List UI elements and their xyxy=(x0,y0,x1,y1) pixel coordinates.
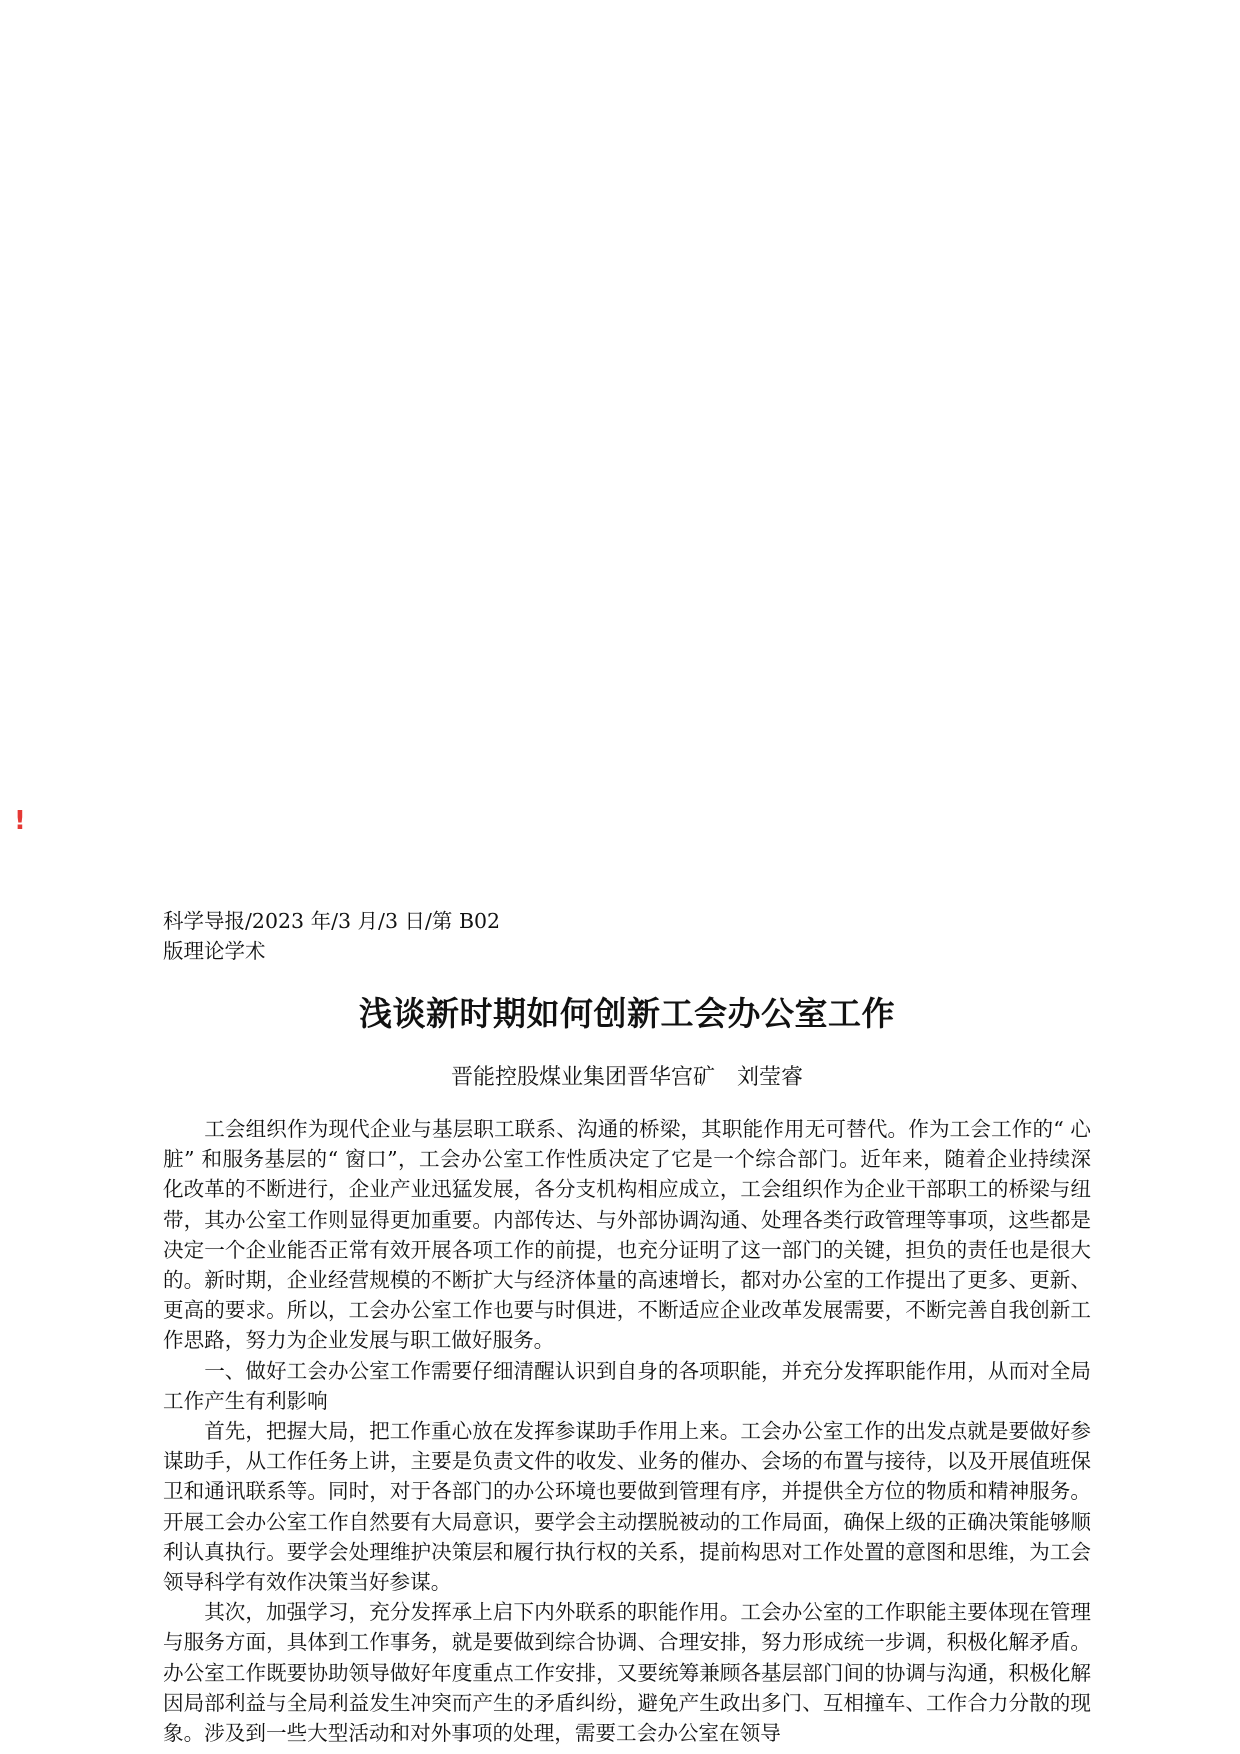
publication-source: 科学导报/2023 年/3 月/3 日/第 B02 版理论学术 xyxy=(163,909,501,963)
article xyxy=(163,906,1091,1748)
paragraph-second: 其次，加强学习，充分发挥承上启下内外联系的职能作用。工会办公室的工作职能主要体现在管理与服务方面，具体到工作事务，就是要做到综合协调、合理安排，努力形成统一步调，积极化解矛盾。办公室工作既要协助领导做好年度重点工作安排，又要统筹兼顾各基层部门间的协调与沟通，积极化解因局部利益与全局利益发生冲突而产生的矛盾纠纷，避免产生政出多门、互相撞车、工作合力分散的现象。涉及到一些大型活动和对外事项的处理，需要工会办公室在领导 xyxy=(163,1600,1091,1746)
author-organization: 晋能控股煤业集团晋华宫矿 xyxy=(450,1065,715,1090)
paragraph-first: 首先，把握大局，把工作重心放在发挥参谋助手作用上来。工会办公室工作的出发点就是要做好参谋助手，从工作任务上讲，主要是负责文件的收发、业务的催办、会场的布置与接待，以及开展值班保卫和通讯联系等。同时，对于各部门的办公环境也要做到管理有序，并提供全方位的物质和精神服务。开展工会办公室工作自然要有大局意识，要学会主动摆脱被动的工作局面，确保上级的正确决策能够顺利认真执行。要学会处理维护决策层和履行执行权的关系，提前构思对工作处置的意图和思维，为工会领导科学有效作决策当好参谋。 xyxy=(163,1419,1091,1595)
author-line xyxy=(163,1062,1091,1094)
error-marker-icon: ! xyxy=(14,806,26,836)
section-heading: 一、做好工会办公室工作需要仔细清醒认识到自身的各项职能，并充分发挥职能作用，从而对全局工作产生有利影响 xyxy=(163,1358,1091,1413)
author-name: 刘莹睿 xyxy=(737,1065,804,1090)
article-body xyxy=(163,1114,1091,1748)
paragraph-intro: 工会组织作为现代企业与基层职工联系、沟通的桥梁，其职能作用无可替代。作为工会工作的“ 心脏” 和服务基层的“ 窗口”，工会办公室工作性质决定了它是一个综合部门。近年来，随着企业持续深化改革的不断进行，企业产业迅猛发展，各分支机构相应成立，工会组织作为企业干部职工的桥梁与纽带，其办公室工作则显得更加重要。内部传达、与外部协调沟通、处理各类行政管理等事项，这些都是决定一个企业能否正常有效开展各项工作的前提，也充分证明了这一部门的关键，担负的责任也是很大的。新时期，企业经营规模的不断扩大与经济体量的高速增长，都对办公室的工作提出了更多、更新、更高的要求。所以，工会办公室工作也要与时俱进，不断适应企业改革发展需要，不断完善自我创新工作思路，努力为企业发展与职工做好服务。 xyxy=(163,1117,1091,1353)
article-title: 浅谈新时期如何创新工会办公室工作 xyxy=(359,994,895,1033)
